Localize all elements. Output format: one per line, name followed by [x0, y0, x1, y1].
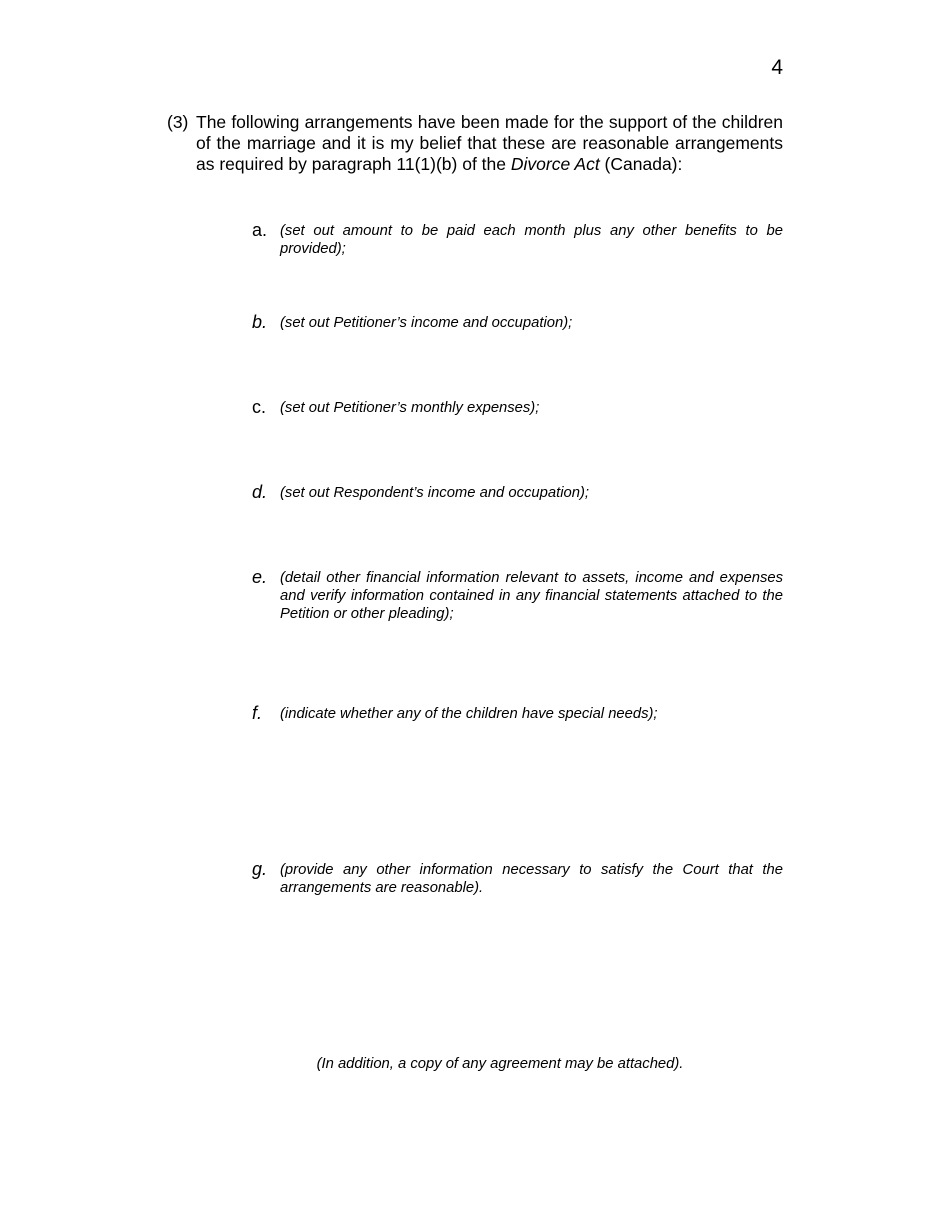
paragraph-text-before: The following arrangements have been made for the support of the children of the marriage and it is my belief that these are reasonable arrangements as required by paragraph 11(1)(b) of the [196, 112, 783, 174]
list-item-c [252, 399, 783, 417]
list-item-e [252, 569, 783, 623]
paragraph-text [196, 112, 783, 175]
item-letter: f. [252, 703, 263, 723]
item-letter: c. [252, 397, 267, 417]
item-letter: g. [252, 859, 268, 879]
paragraph-number: (3) [167, 112, 189, 132]
act-name: Divorce Act [510, 154, 600, 174]
footer-note: (In addition, a copy of any agreement may be attached). [316, 1056, 684, 1072]
item-letter: a. [252, 220, 268, 240]
item-text: (provide any other information necessary to satisfy the Court that the arrangements are reasonable). [280, 862, 783, 896]
item-letter: e. [252, 567, 268, 587]
list-item-d [252, 484, 783, 502]
list-item-g [252, 861, 783, 897]
item-text: (set out Petitioner’s monthly expenses); [280, 400, 540, 416]
item-text: (indicate whether any of the children have special needs); [280, 706, 658, 722]
list-item-b [252, 314, 783, 332]
item-text: (set out Petitioner’s income and occupation); [280, 315, 573, 331]
item-text: (set out Respondent’s income and occupation); [280, 485, 590, 501]
item-letter: d. [252, 482, 268, 502]
list-item-f [252, 705, 783, 723]
item-text: (set out amount to be paid each month plus any other benefits to be provided); [280, 223, 783, 257]
paragraph-3 [167, 112, 783, 175]
page-number: 4 [771, 56, 783, 79]
item-text: (detail other financial information relevant to assets, income and expenses and verify information contained in any financial statements attached to the Petition or other pleading); [280, 570, 783, 622]
paragraph-text-after: (Canada): [599, 154, 683, 174]
item-letter: b. [252, 312, 268, 332]
list-item-a [252, 222, 783, 258]
